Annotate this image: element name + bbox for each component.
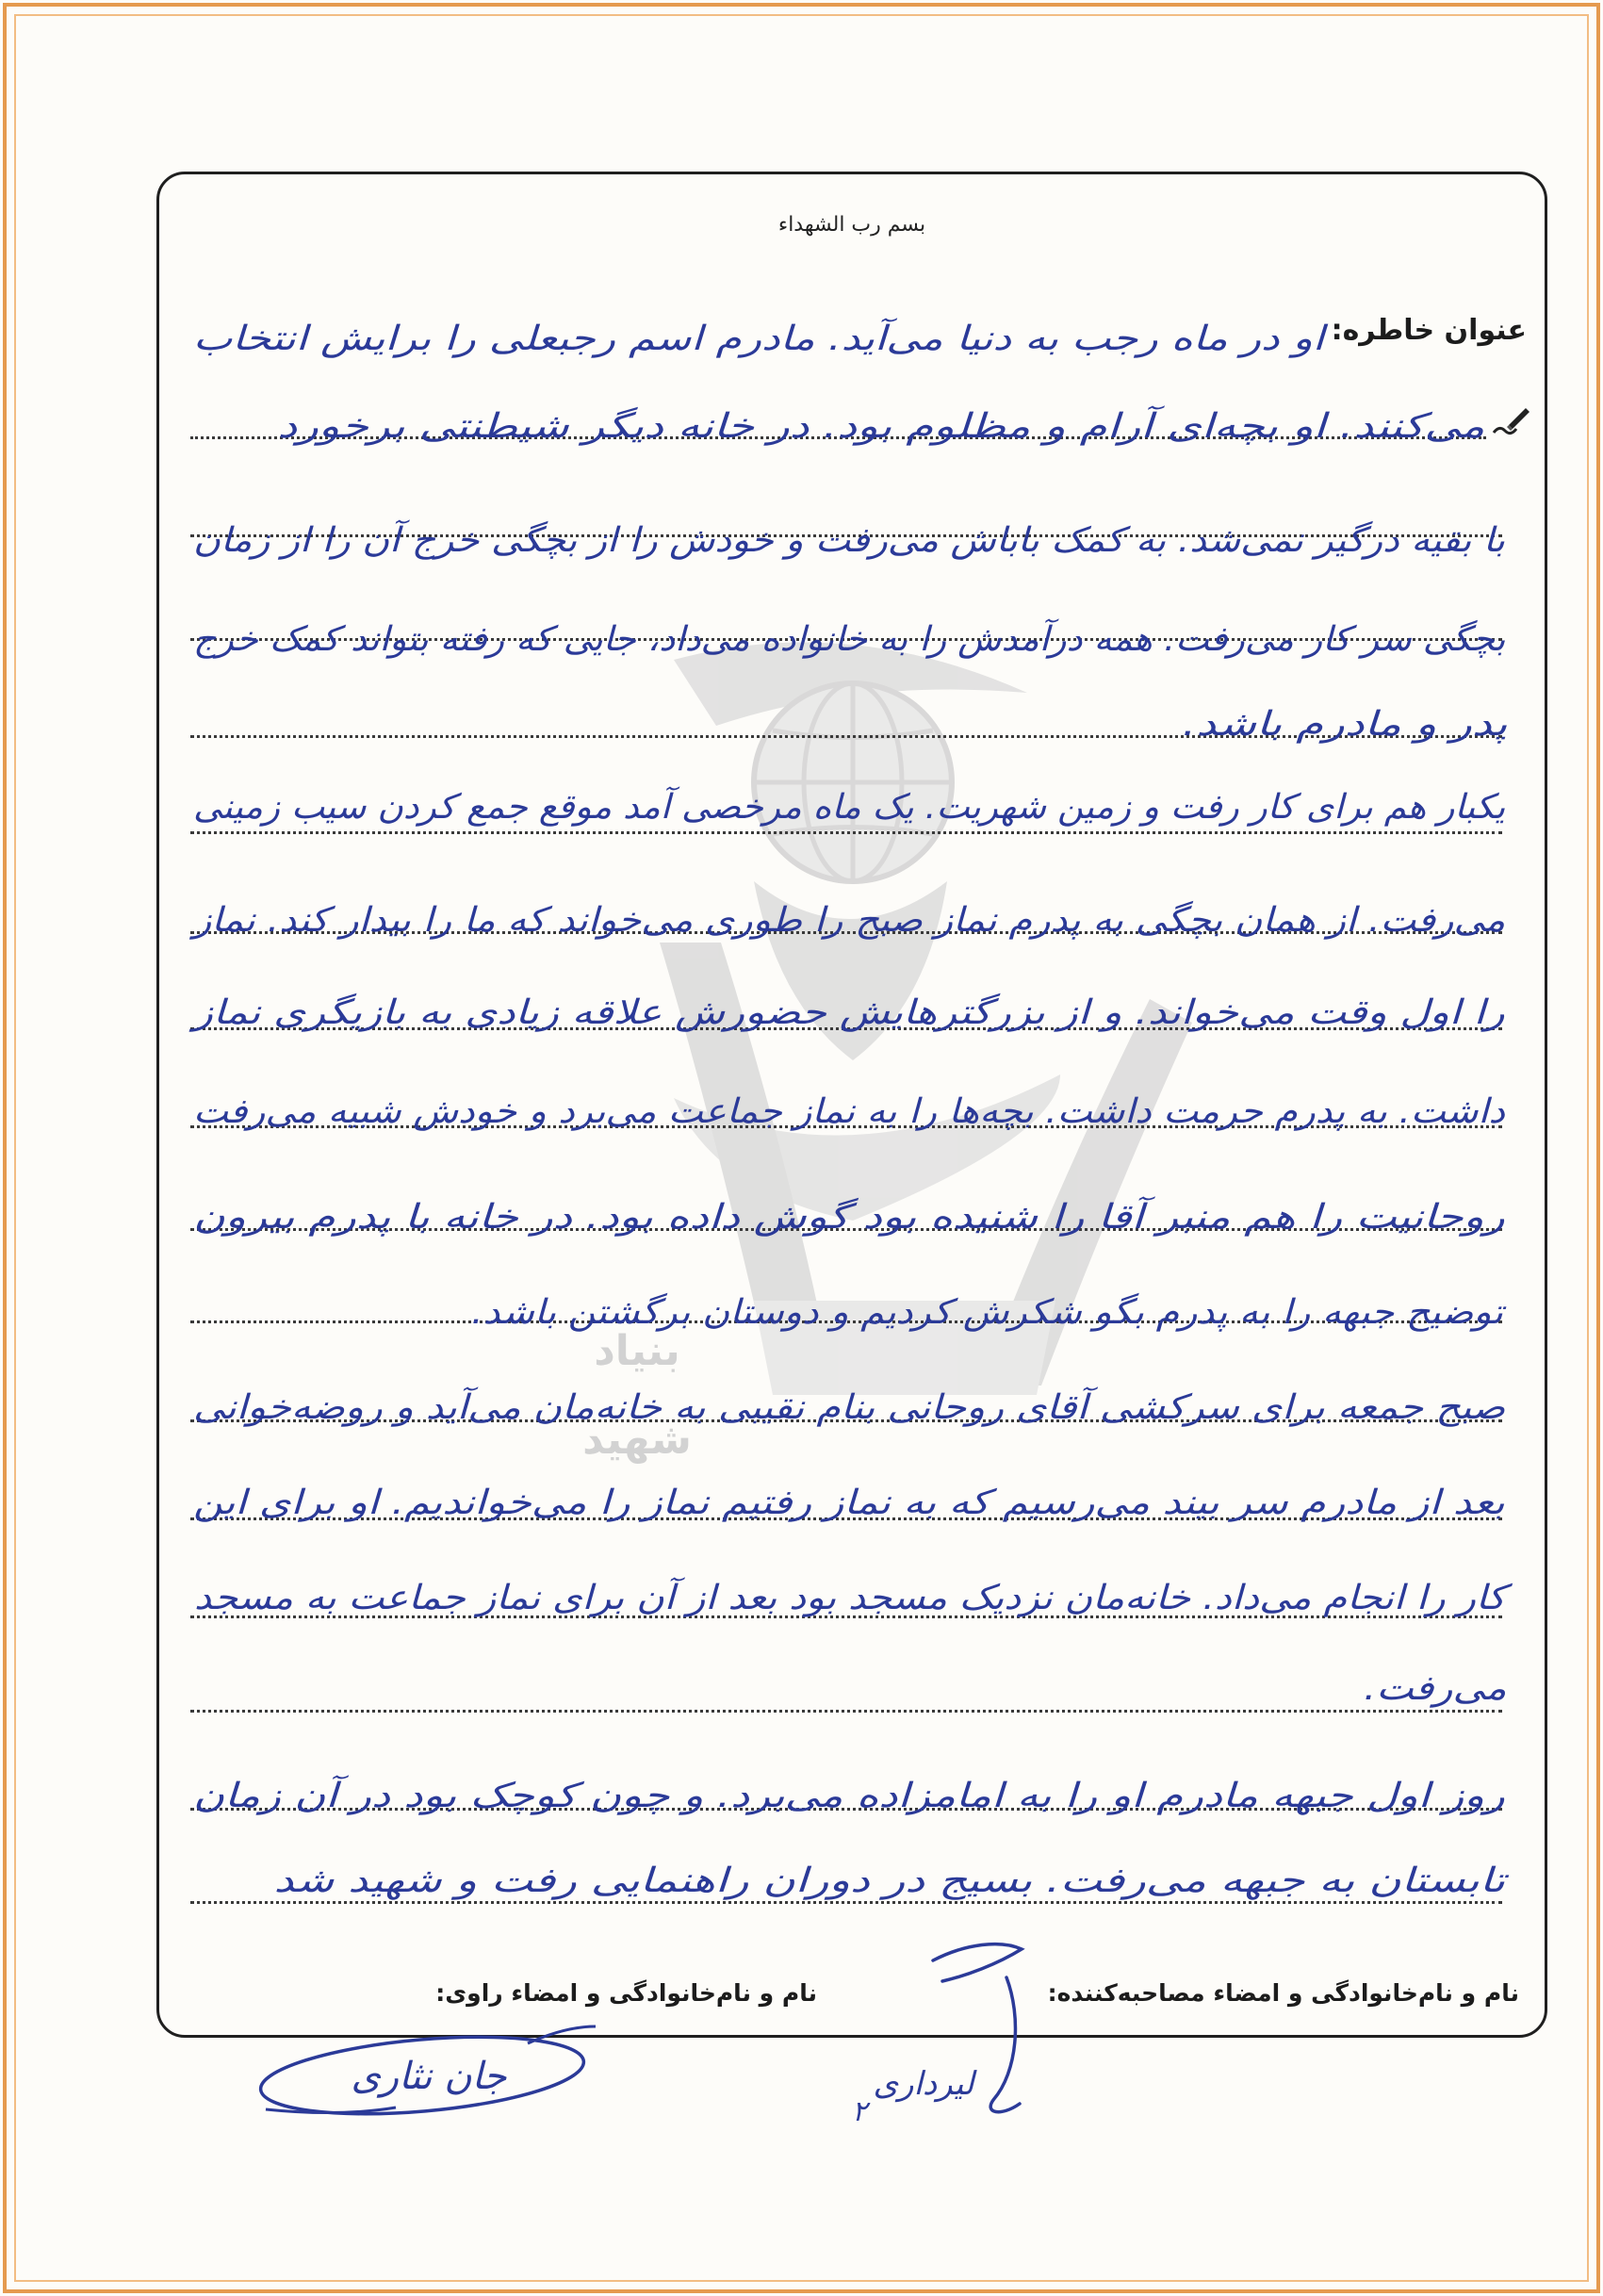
memoir-line: [193, 1477, 1505, 1530]
handwritten-text: را اول وقت می‌خواند. و از بزرگترهایش حضورش علاقه زیادی به بازیگری نماز: [193, 993, 1505, 1032]
memoir-line: [193, 987, 1505, 1040]
memoir-line: [193, 515, 1505, 567]
handwritten-text: تابستان به جبهه می‌رفت. بسیج در دوران راهنمایی رفت و شهید شد: [273, 1861, 1505, 1900]
memoir-line: [193, 1086, 1505, 1139]
handwritten-text: می‌رفت.: [1364, 1669, 1507, 1708]
memoir-line: [193, 401, 1484, 453]
page-title: بسم رب الشهداء: [777, 213, 926, 237]
memoir-line: [193, 1572, 1505, 1625]
handwritten-text: با بقیه درگیر نمی‌شد. به کمک باباش می‌رفت و خودش را از بچگی خرج آن را از زمان: [193, 521, 1505, 560]
handwritten-text: پدر و مادرم باشد.: [1181, 705, 1507, 744]
memoir-line: [193, 1191, 1505, 1244]
handwritten-text: می‌رفت. از همان بچگی به پدرم نماز صبح را طوری می‌خواند که ما را بیدار کند. نماز: [192, 901, 1505, 940]
watermark-text-line2: شهید: [582, 1416, 692, 1464]
handwritten-text: کار را انجام می‌داد. خانه‌مان نزدیک مسجد بود بعد از آن برای نماز جماعت به مسجد: [193, 1579, 1505, 1617]
page-number: ۲: [851, 2095, 868, 2128]
watermark-text-line1: بنیاد: [594, 1327, 680, 1375]
handwritten-text: بعد از مادرم سر بیند می‌رسیم که به نماز رفتیم نماز را می‌خواندیم. او برای این: [193, 1484, 1505, 1522]
narrator-signature-label: نام و نام‌خانوادگی و امضاء راوی:: [435, 1979, 817, 2007]
handwritten-text: می‌کنند. او بچه‌ای آرام و مظلوم بود. در خانه دیگر شیطنتی برخورد: [276, 407, 1484, 446]
memoir-line: [193, 781, 1505, 834]
handwritten-text: او در ماه رجب به دنیا می‌آید. مادرم اسم رجبعلی را برایش انتخاب: [192, 320, 1324, 358]
memoir-form: [156, 172, 1547, 2038]
memoir-line: [471, 1287, 1503, 1339]
handwritten-text: داشت. به پدرم حرمت داشت. بچه‌ها را به نماز جماعت می‌برد و خودش شبیه می‌رفت: [193, 1092, 1505, 1131]
memoir-line: [1364, 1663, 1507, 1715]
handwritten-text: روحانیت را هم منبر آقا را شنیده بود گوش داده بود. در خانه با پدرم بیرون: [193, 1198, 1505, 1237]
handwritten-text: توضیح جبهه را به پدرم بگو شکرش کردیم و دوستان برگشتن باشد.: [471, 1293, 1503, 1332]
interviewer-signature-label: نام و نام‌خانوادگی و امضاء مصاحبه‌کننده:: [1047, 1979, 1519, 2007]
memoir-line: [193, 1770, 1505, 1823]
handwritten-text: صبح جمعه برای سرکشی آقای روحانی بنام نقیبی به خانه‌مان می‌آید و روضه‌خوانی: [192, 1388, 1505, 1427]
ruled-line: [190, 1710, 1502, 1713]
memoir-line: [193, 313, 1324, 366]
handwritten-text: یکبار هم برای کار رفت و زمین شهریت. یک ماه مرخصی آمد موقع جمع کردن سیب زمینی: [192, 788, 1505, 827]
narrator-signature-text: جان نثاری: [351, 2055, 507, 2098]
memoir-line: [193, 1382, 1505, 1435]
memoir-line: [1144, 698, 1507, 751]
handwritten-text: بچگی سر کار می‌رفت. همه درآمدش را به خانواده می‌داد، جایی که رفته بتواند کمک خرج: [192, 620, 1505, 659]
memoir-line: [193, 894, 1505, 947]
memoir-line: [193, 614, 1505, 666]
center-signature-text: لیرداری: [873, 2065, 974, 2103]
memoir-title-label: عنوان خاطره:: [1331, 314, 1527, 347]
writing-hand-icon: [1490, 404, 1531, 438]
memoir-line: [193, 1855, 1505, 1908]
handwritten-text: روز اول جبهه مادرم او را به امامزاده می‌برد. و چون کوچک بود در آن زمان: [193, 1777, 1505, 1815]
